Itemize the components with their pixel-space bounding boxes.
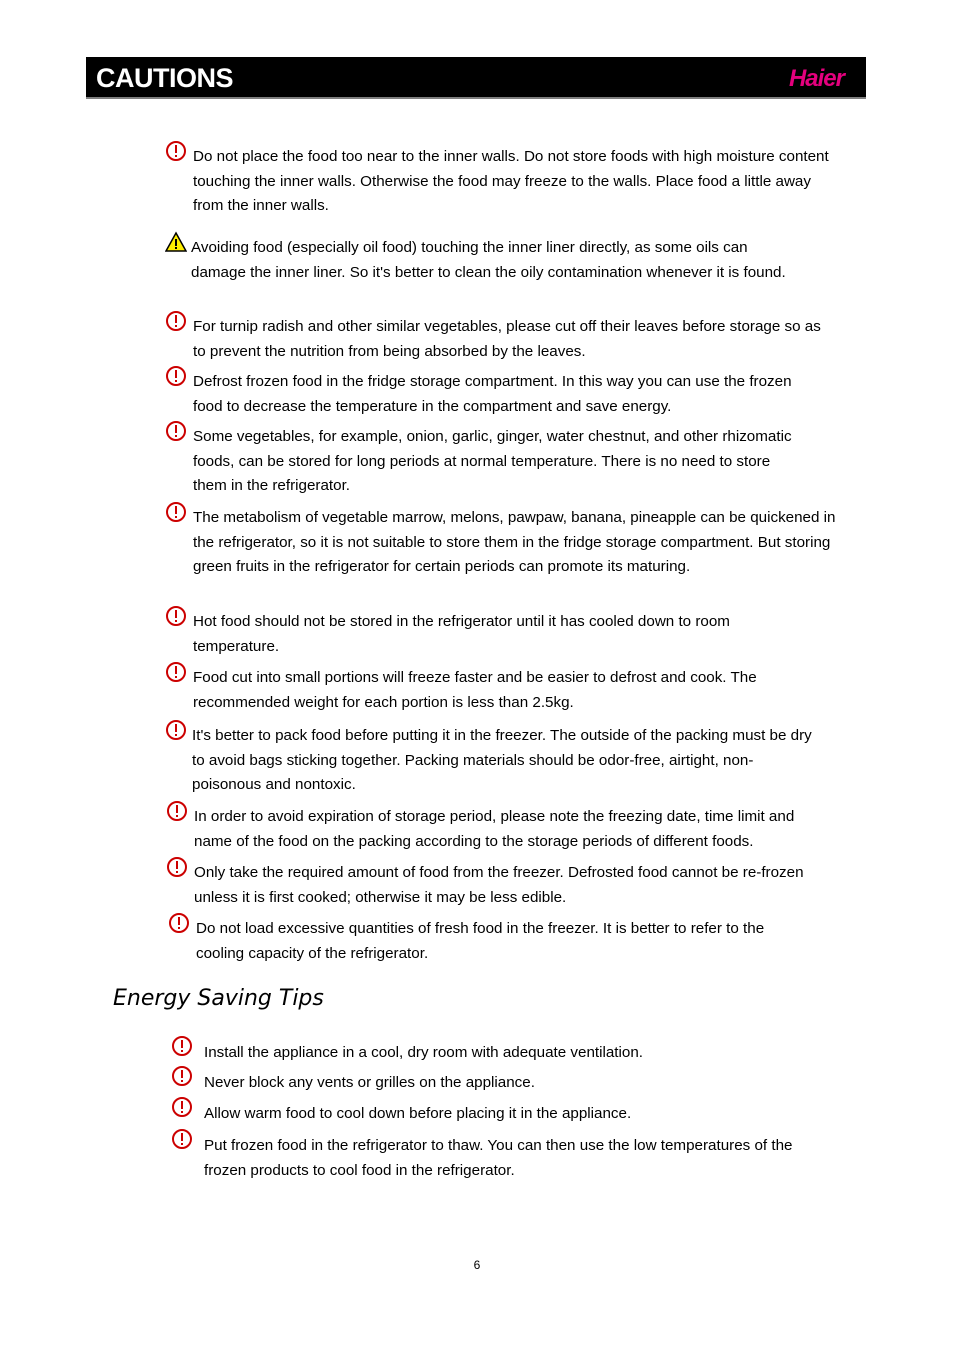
caution-item [193,610,803,659]
caution-item [193,370,813,419]
energy-tip-item [204,1071,834,1096]
caution-circle-icon [165,365,187,387]
caution-circle-icon [168,912,190,934]
energy-tip-text: Install the appliance in a cool, dry room with adequate ventilation. [204,1044,644,1061]
caution-circle-icon [166,856,188,878]
energy-tip-text: Put frozen food in the refrigerator to thaw. You can then use the low temperatures of the frozen products to cool food in the refrigerator. [204,1137,793,1179]
caution-text: Food cut into small portions will freeze faster and be easier to defrost and cook. The recommended weight for each portion is less than 2.5kg. [193,669,757,711]
caution-item [191,236,801,285]
energy-tip-item [204,1102,834,1127]
energy-saving-heading: Energy Saving Tips [113,986,324,1011]
caution-circle-icon [171,1035,193,1057]
caution-circle-icon [171,1065,193,1087]
caution-circle-icon [165,605,187,627]
caution-circle-icon [165,310,187,332]
caution-item [193,145,838,219]
caution-item [193,506,838,580]
caution-text: Hot food should not be stored in the refrigerator until it has cooled down to room temperature. [193,613,730,655]
caution-text: Do not load excessive quantities of fresh food in the freezer. It is better to refer to the cooling capacity of the refrigerator. [196,920,765,962]
caution-text: The metabolism of vegetable marrow, melons, pawpaw, banana, pineapple can be quickened in the refrigerator, so it is not suitable to store them in the fridge storage compartment. But storing green fruits in the refrigerator for certain periods can promote its maturing. [193,509,836,575]
caution-text: Some vegetables, for example, onion, garlic, ginger, water chestnut, and other rhizomatic foods, can be stored for long periods at normal temperature. There is no need to store them in the refrigerator. [193,428,792,494]
caution-text: Avoiding food (especially oil food) touching the inner liner directly, as some oils can damage the inner liner. So it's better to clean the oily contamination whenever it is found. [191,239,786,281]
caution-text: It's better to pack food before putting it in the freezer. The outside of the packing must be dry to avoid bags sticking together. Packing materials should be odor-free, airtight, non-poisonous and nontoxic. [192,727,812,793]
caution-text: Do not place the food too near to the inner walls. Do not store foods with high moisture content touching the inner walls. Otherwise the food may freeze to the walls. Place food a little away from the inner walls. [193,148,829,214]
page-number: 6 [473,1258,481,1272]
energy-tip-text: Never block any vents or grilles on the appliance. [204,1074,535,1091]
caution-item [193,425,808,499]
caution-circle-icon [165,501,187,523]
caution-text: For turnip radish and other similar vegetables, please cut off their leaves before storage so as to prevent the nutrition from being absorbed by the leaves. [193,318,821,360]
caution-text: Only take the required amount of food from the freezer. Defrosted food cannot be re-frozen unless it is first cooked; otherwise it may be less edible. [194,864,804,906]
caution-circle-icon [165,661,187,683]
haier-logo: Haier [788,65,844,92]
caution-circle-icon [165,719,187,741]
energy-tip-item [204,1134,834,1183]
page-title: CAUTIONS [96,63,233,93]
energy-tip-item [204,1041,834,1066]
caution-text: Defrost frozen food in the fridge storage compartment. In this way you can use the frozen food to decrease the temperature in the compartment and save energy. [193,373,792,415]
caution-item [193,315,833,364]
caution-item [196,917,816,966]
caution-circle-icon [171,1128,193,1150]
caution-item [192,724,822,798]
caution-text: In order to avoid expiration of storage period, please note the freezing date, time limit and name of the food on the packing according to the storage periods of different foods. [194,808,795,850]
caution-circle-icon [165,140,187,162]
warning-triangle-icon [165,231,187,253]
caution-item [194,861,814,910]
caution-circle-icon [166,800,188,822]
page-header [86,57,866,99]
caution-item [194,805,834,854]
caution-circle-icon [171,1096,193,1118]
caution-item [193,666,818,715]
caution-circle-icon [165,420,187,442]
energy-tip-text: Allow warm food to cool down before placing it in the appliance. [204,1105,632,1122]
